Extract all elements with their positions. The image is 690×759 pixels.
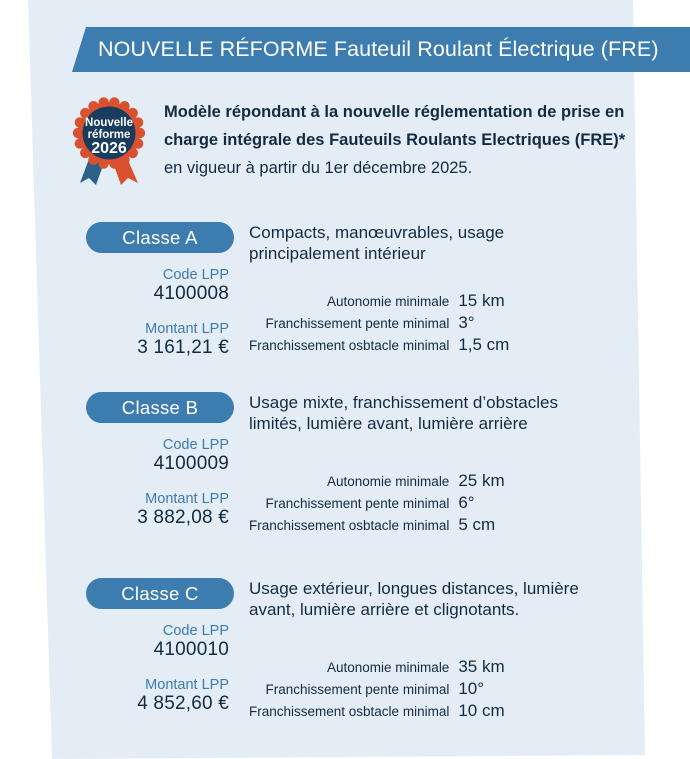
table-row bbox=[249, 700, 505, 722]
badge-rosette-icon bbox=[66, 93, 152, 187]
class-a-spec-value-1: 3° bbox=[458, 313, 475, 332]
class-b-spec-label-0: Autonomie minimale bbox=[327, 474, 450, 489]
class-a-spec-value-2: 1,5 cm bbox=[458, 335, 510, 354]
class-b-spec-value-0: 25 km bbox=[458, 471, 505, 490]
class-c-pill[interactable]: Classe C bbox=[86, 578, 234, 609]
class-c-description: Usage extérieur, longues distances, lumière avant, lumière arrière et clignotants. bbox=[249, 579, 579, 619]
class-c-montant-label: Montant LPP bbox=[145, 677, 229, 693]
class-b-montant-value: 3 882,08 € bbox=[137, 507, 229, 528]
class-c-spec-value-1: 10° bbox=[458, 679, 485, 698]
badge-line2: réforme bbox=[87, 129, 131, 141]
header-banner bbox=[72, 27, 690, 72]
class-a-spec-label-2: Franchissement osbtacle minimal bbox=[249, 338, 450, 353]
page-title: NOUVELLE RÉFORME Fauteuil Roulant Électrique (FRE) bbox=[98, 37, 659, 61]
table-row bbox=[249, 470, 505, 492]
table-row bbox=[249, 678, 505, 700]
intro-bold-text: Modèle répondant à la nouvelle réglementation de prise en charge intégrale des Fauteuils Roulants Electriques (FRE)* bbox=[164, 103, 626, 149]
class-a-spec-label-1: Franchissement pente minimal bbox=[265, 316, 450, 331]
table-row bbox=[249, 514, 505, 536]
class-c-montant-value: 4 852,60 € bbox=[137, 693, 229, 714]
class-c-code-label: Code LPP bbox=[162, 623, 229, 639]
intro-paragraph bbox=[164, 98, 634, 182]
class-b-spec-value-1: 6° bbox=[458, 493, 475, 512]
class-a-spec-label-0: Autonomie minimale bbox=[327, 294, 450, 309]
class-c-left-column bbox=[72, 578, 237, 715]
class-a-pill[interactable]: Classe A bbox=[86, 222, 234, 253]
table-row bbox=[249, 492, 505, 514]
badge-line1: Nouvelle bbox=[85, 117, 133, 129]
class-c-spec-table bbox=[249, 656, 505, 722]
class-a-spec-value-0: 15 km bbox=[458, 291, 505, 310]
class-b-spec-label-1: Franchissement pente minimal bbox=[265, 496, 450, 511]
class-a-montant-label: Montant LPP bbox=[145, 321, 229, 337]
class-b-montant-label: Montant LPP bbox=[145, 491, 229, 507]
class-b-spec-label-2: Franchissement osbtacle minimal bbox=[249, 518, 450, 533]
class-a-left-column bbox=[72, 222, 237, 359]
class-a-montant-value: 3 161,21 € bbox=[137, 337, 229, 358]
intro-rest-text: en vigueur à partir du 1er décembre 2025. bbox=[164, 159, 473, 177]
class-a-spec-table bbox=[249, 290, 509, 356]
class-a-code-label: Code LPP bbox=[162, 267, 229, 283]
class-b-code-label: Code LPP bbox=[162, 437, 229, 453]
class-c-spec-label-1: Franchissement pente minimal bbox=[265, 682, 450, 697]
class-b-description: Usage mixte, franchissement d’obstacles limités, lumière avant, lumière arrière bbox=[249, 393, 558, 433]
class-b-spec-table bbox=[249, 470, 505, 536]
class-a-description: Compacts, manœuvrables, usage principalement intérieur bbox=[249, 223, 505, 263]
table-row bbox=[249, 312, 509, 334]
class-c-spec-label-0: Autonomie minimale bbox=[327, 660, 450, 675]
table-row bbox=[249, 656, 505, 678]
class-b-pill[interactable]: Classe B bbox=[86, 392, 234, 423]
class-c-spec-value-0: 35 km bbox=[458, 657, 505, 676]
reform-badge bbox=[66, 93, 152, 187]
class-b-left-column bbox=[72, 392, 237, 529]
badge-year: 2026 bbox=[91, 140, 127, 157]
class-c-code-value: 4100010 bbox=[153, 639, 229, 660]
class-c-spec-value-2: 10 cm bbox=[458, 701, 505, 720]
class-a-code-value: 4100008 bbox=[153, 283, 229, 304]
class-b-spec-value-2: 5 cm bbox=[458, 515, 496, 534]
class-c-spec-label-2: Franchissement osbtacle minimal bbox=[249, 704, 450, 719]
table-row bbox=[249, 290, 509, 312]
table-row bbox=[249, 334, 509, 356]
class-b-code-value: 4100009 bbox=[153, 453, 229, 474]
